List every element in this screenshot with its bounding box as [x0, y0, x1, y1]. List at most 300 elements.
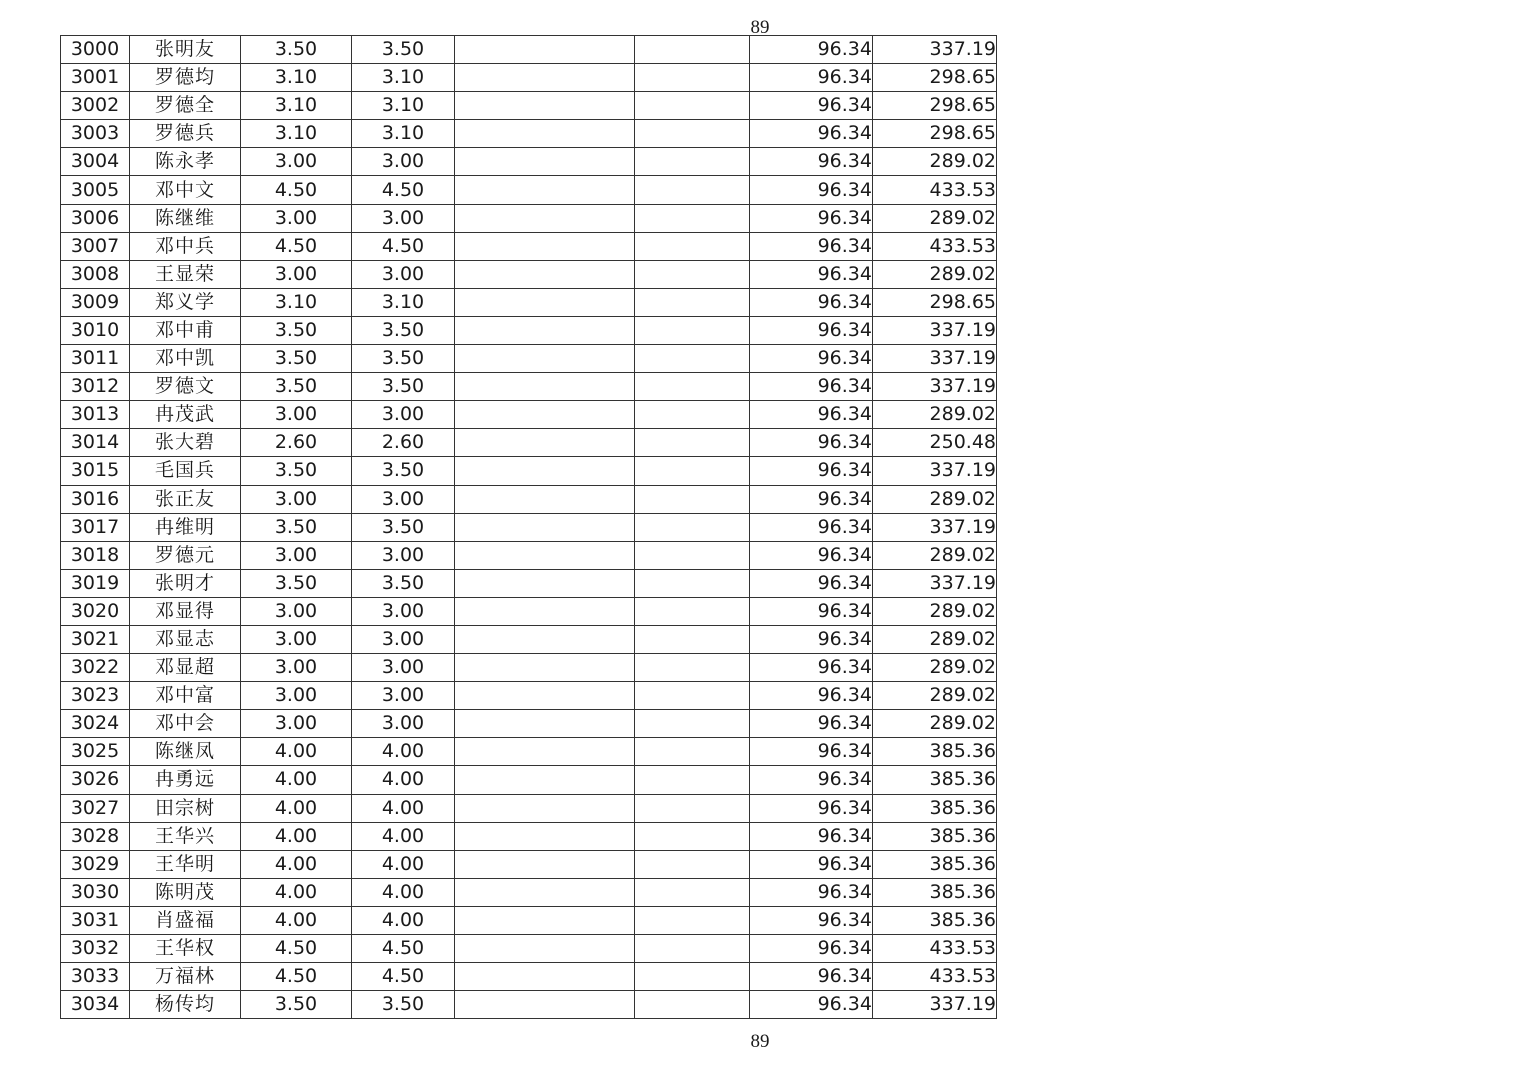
table-row: [61, 232, 997, 260]
area-cell: 4.00: [241, 906, 352, 934]
household-id-cell: 3010: [61, 316, 130, 344]
blank-cell: [635, 148, 750, 176]
rate-cell: 96.34: [750, 906, 873, 934]
area-cell: 4.00: [241, 850, 352, 878]
name-cell: 毛国兵: [130, 457, 241, 485]
blank-cell: [635, 429, 750, 457]
household-id-cell: 3028: [61, 822, 130, 850]
name-cell: 杨传均: [130, 991, 241, 1019]
amount-cell: 337.19: [873, 569, 997, 597]
area-cell: 4.00: [241, 738, 352, 766]
name-cell: 罗德元: [130, 541, 241, 569]
rate-cell: 96.34: [750, 513, 873, 541]
amount-cell: 385.36: [873, 850, 997, 878]
area-cell: 4.50: [241, 963, 352, 991]
blank-cell: [635, 738, 750, 766]
area-confirmed-cell: 4.00: [352, 766, 455, 794]
area-confirmed-cell: 3.50: [352, 513, 455, 541]
amount-cell: 433.53: [873, 963, 997, 991]
blank-cell: [455, 148, 635, 176]
rate-cell: 96.34: [750, 92, 873, 120]
amount-cell: 385.36: [873, 906, 997, 934]
area-confirmed-cell: 4.00: [352, 738, 455, 766]
name-cell: 邓中会: [130, 710, 241, 738]
blank-cell: [635, 485, 750, 513]
rate-cell: 96.34: [750, 541, 873, 569]
blank-cell: [635, 878, 750, 906]
rate-cell: 96.34: [750, 373, 873, 401]
name-cell: 罗德均: [130, 64, 241, 92]
rate-cell: 96.34: [750, 991, 873, 1019]
blank-cell: [635, 541, 750, 569]
table-row: [61, 654, 997, 682]
rate-cell: 96.34: [750, 963, 873, 991]
blank-cell: [455, 541, 635, 569]
name-cell: 王华明: [130, 850, 241, 878]
blank-cell: [455, 288, 635, 316]
household-id-cell: 3003: [61, 120, 130, 148]
name-cell: 罗德文: [130, 373, 241, 401]
area-confirmed-cell: 2.60: [352, 429, 455, 457]
table-row: [61, 64, 997, 92]
table-row: [61, 288, 997, 316]
blank-cell: [455, 850, 635, 878]
household-id-cell: 3019: [61, 569, 130, 597]
blank-cell: [455, 963, 635, 991]
area-cell: 3.10: [241, 288, 352, 316]
amount-cell: 337.19: [873, 991, 997, 1019]
household-id-cell: 3033: [61, 963, 130, 991]
household-id-cell: 3034: [61, 991, 130, 1019]
blank-cell: [455, 373, 635, 401]
household-id-cell: 3013: [61, 401, 130, 429]
area-confirmed-cell: 3.00: [352, 401, 455, 429]
household-id-cell: 3029: [61, 850, 130, 878]
amount-cell: 433.53: [873, 176, 997, 204]
blank-cell: [635, 513, 750, 541]
household-id-cell: 3016: [61, 485, 130, 513]
blank-cell: [635, 822, 750, 850]
area-cell: 3.00: [241, 401, 352, 429]
table-row: [61, 457, 997, 485]
area-cell: 4.00: [241, 878, 352, 906]
name-cell: 陈继凤: [130, 738, 241, 766]
blank-cell: [455, 935, 635, 963]
area-cell: 3.00: [241, 148, 352, 176]
amount-cell: 289.02: [873, 597, 997, 625]
name-cell: 邓中凯: [130, 345, 241, 373]
blank-cell: [635, 935, 750, 963]
blank-cell: [455, 738, 635, 766]
amount-cell: 289.02: [873, 710, 997, 738]
area-cell: 3.10: [241, 120, 352, 148]
area-cell: 3.00: [241, 625, 352, 653]
amount-cell: 337.19: [873, 36, 997, 64]
amount-cell: 298.65: [873, 92, 997, 120]
area-confirmed-cell: 3.00: [352, 710, 455, 738]
area-confirmed-cell: 3.00: [352, 597, 455, 625]
rate-cell: 96.34: [750, 401, 873, 429]
blank-cell: [635, 176, 750, 204]
blank-cell: [455, 822, 635, 850]
area-confirmed-cell: 4.50: [352, 935, 455, 963]
area-confirmed-cell: 3.10: [352, 92, 455, 120]
blank-cell: [455, 794, 635, 822]
area-confirmed-cell: 3.50: [352, 36, 455, 64]
household-id-cell: 3012: [61, 373, 130, 401]
name-cell: 张明才: [130, 569, 241, 597]
table-row: [61, 120, 997, 148]
rate-cell: 96.34: [750, 766, 873, 794]
name-cell: 万福林: [130, 963, 241, 991]
area-cell: 3.10: [241, 64, 352, 92]
household-id-cell: 3014: [61, 429, 130, 457]
table-row: [61, 822, 997, 850]
page-number-top: 89: [750, 17, 770, 38]
area-confirmed-cell: 3.50: [352, 345, 455, 373]
area-cell: 3.00: [241, 710, 352, 738]
name-cell: 张大碧: [130, 429, 241, 457]
area-cell: 3.50: [241, 569, 352, 597]
blank-cell: [635, 36, 750, 64]
table-row: [61, 738, 997, 766]
blank-cell: [455, 36, 635, 64]
household-id-cell: 3002: [61, 92, 130, 120]
area-cell: 3.50: [241, 513, 352, 541]
rate-cell: 96.34: [750, 204, 873, 232]
area-cell: 4.00: [241, 822, 352, 850]
name-cell: 冉勇远: [130, 766, 241, 794]
table-row: [61, 597, 997, 625]
area-cell: 3.00: [241, 654, 352, 682]
blank-cell: [455, 345, 635, 373]
area-cell: 3.00: [241, 260, 352, 288]
name-cell: 王华权: [130, 935, 241, 963]
blank-cell: [635, 120, 750, 148]
area-confirmed-cell: 3.00: [352, 625, 455, 653]
name-cell: 陈明茂: [130, 878, 241, 906]
name-cell: 邓中甫: [130, 316, 241, 344]
area-confirmed-cell: 3.10: [352, 288, 455, 316]
blank-cell: [455, 176, 635, 204]
blank-cell: [635, 316, 750, 344]
area-cell: 3.50: [241, 457, 352, 485]
area-cell: 2.60: [241, 429, 352, 457]
table-row: [61, 485, 997, 513]
rate-cell: 96.34: [750, 738, 873, 766]
table-row: [61, 373, 997, 401]
table-row: [61, 710, 997, 738]
amount-cell: 433.53: [873, 232, 997, 260]
area-cell: 3.00: [241, 485, 352, 513]
area-confirmed-cell: 3.50: [352, 373, 455, 401]
blank-cell: [455, 204, 635, 232]
area-confirmed-cell: 4.00: [352, 794, 455, 822]
household-id-cell: 3032: [61, 935, 130, 963]
blank-cell: [635, 597, 750, 625]
amount-cell: 385.36: [873, 794, 997, 822]
rate-cell: 96.34: [750, 288, 873, 316]
blank-cell: [455, 766, 635, 794]
blank-cell: [455, 654, 635, 682]
rate-cell: 96.34: [750, 935, 873, 963]
rate-cell: 96.34: [750, 232, 873, 260]
table-row: [61, 850, 997, 878]
rate-cell: 96.34: [750, 569, 873, 597]
blank-cell: [455, 991, 635, 1019]
household-id-cell: 3005: [61, 176, 130, 204]
blank-cell: [455, 682, 635, 710]
rate-cell: 96.34: [750, 597, 873, 625]
rate-cell: 96.34: [750, 682, 873, 710]
amount-cell: 250.48: [873, 429, 997, 457]
name-cell: 邓显得: [130, 597, 241, 625]
area-confirmed-cell: 3.00: [352, 541, 455, 569]
amount-cell: 433.53: [873, 935, 997, 963]
blank-cell: [455, 232, 635, 260]
area-confirmed-cell: 4.00: [352, 878, 455, 906]
blank-cell: [635, 204, 750, 232]
page-number-bottom: 89: [750, 1031, 770, 1052]
blank-cell: [635, 906, 750, 934]
table-row: [61, 176, 997, 204]
amount-cell: 337.19: [873, 373, 997, 401]
amount-cell: 385.36: [873, 822, 997, 850]
household-id-cell: 3009: [61, 288, 130, 316]
amount-cell: 298.65: [873, 64, 997, 92]
table-row: [61, 513, 997, 541]
amount-cell: 289.02: [873, 682, 997, 710]
blank-cell: [455, 625, 635, 653]
area-cell: 3.50: [241, 373, 352, 401]
blank-cell: [635, 794, 750, 822]
table-row: [61, 935, 997, 963]
area-cell: 3.00: [241, 682, 352, 710]
amount-cell: 337.19: [873, 513, 997, 541]
table-row: [61, 541, 997, 569]
amount-cell: 298.65: [873, 120, 997, 148]
rate-cell: 96.34: [750, 625, 873, 653]
name-cell: 郑义学: [130, 288, 241, 316]
amount-cell: 289.02: [873, 485, 997, 513]
area-confirmed-cell: 3.00: [352, 260, 455, 288]
blank-cell: [455, 906, 635, 934]
rate-cell: 96.34: [750, 148, 873, 176]
area-confirmed-cell: 3.00: [352, 204, 455, 232]
amount-cell: 289.02: [873, 148, 997, 176]
area-cell: 3.50: [241, 316, 352, 344]
amount-cell: 289.02: [873, 654, 997, 682]
area-confirmed-cell: 3.50: [352, 316, 455, 344]
rate-cell: 96.34: [750, 822, 873, 850]
household-id-cell: 3024: [61, 710, 130, 738]
household-id-cell: 3021: [61, 625, 130, 653]
area-confirmed-cell: 4.50: [352, 232, 455, 260]
area-cell: 4.00: [241, 794, 352, 822]
table-row: [61, 906, 997, 934]
blank-cell: [455, 120, 635, 148]
name-cell: 田宗树: [130, 794, 241, 822]
blank-cell: [635, 850, 750, 878]
table-row: [61, 345, 997, 373]
area-confirmed-cell: 3.00: [352, 148, 455, 176]
blank-cell: [635, 401, 750, 429]
blank-cell: [635, 569, 750, 597]
amount-cell: 289.02: [873, 204, 997, 232]
area-confirmed-cell: 3.00: [352, 485, 455, 513]
amount-cell: 289.02: [873, 625, 997, 653]
amount-cell: 289.02: [873, 260, 997, 288]
table-row: [61, 625, 997, 653]
household-id-cell: 3023: [61, 682, 130, 710]
blank-cell: [455, 710, 635, 738]
rate-cell: 96.34: [750, 176, 873, 204]
table-row: [61, 429, 997, 457]
ledger-body: [61, 36, 997, 1019]
household-id-cell: 3031: [61, 906, 130, 934]
rate-cell: 96.34: [750, 710, 873, 738]
area-confirmed-cell: 4.50: [352, 963, 455, 991]
blank-cell: [635, 92, 750, 120]
rate-cell: 96.34: [750, 485, 873, 513]
area-confirmed-cell: 3.10: [352, 64, 455, 92]
blank-cell: [635, 991, 750, 1019]
name-cell: 邓显志: [130, 625, 241, 653]
area-cell: 3.00: [241, 541, 352, 569]
name-cell: 陈永孝: [130, 148, 241, 176]
blank-cell: [455, 429, 635, 457]
household-id-cell: 3022: [61, 654, 130, 682]
table-row: [61, 569, 997, 597]
table-row: [61, 316, 997, 344]
household-id-cell: 3026: [61, 766, 130, 794]
amount-cell: 385.36: [873, 738, 997, 766]
blank-cell: [635, 373, 750, 401]
area-cell: 3.50: [241, 345, 352, 373]
blank-cell: [635, 232, 750, 260]
rate-cell: 96.34: [750, 878, 873, 906]
name-cell: 冉茂武: [130, 401, 241, 429]
name-cell: 肖盛福: [130, 906, 241, 934]
rate-cell: 96.34: [750, 429, 873, 457]
table-row: [61, 204, 997, 232]
household-id-cell: 3006: [61, 204, 130, 232]
table-row: [61, 682, 997, 710]
area-cell: 4.00: [241, 766, 352, 794]
table-row: [61, 963, 997, 991]
rate-cell: 96.34: [750, 64, 873, 92]
area-confirmed-cell: 3.10: [352, 120, 455, 148]
household-id-cell: 3007: [61, 232, 130, 260]
rate-cell: 96.34: [750, 36, 873, 64]
blank-cell: [455, 457, 635, 485]
blank-cell: [455, 597, 635, 625]
area-confirmed-cell: 3.00: [352, 682, 455, 710]
blank-cell: [635, 345, 750, 373]
table-row: [61, 92, 997, 120]
household-id-cell: 3018: [61, 541, 130, 569]
table-row: [61, 148, 997, 176]
name-cell: 冉维明: [130, 513, 241, 541]
rate-cell: 96.34: [750, 457, 873, 485]
blank-cell: [455, 878, 635, 906]
name-cell: 罗德全: [130, 92, 241, 120]
name-cell: 邓中兵: [130, 232, 241, 260]
name-cell: 张正友: [130, 485, 241, 513]
blank-cell: [455, 64, 635, 92]
household-id-cell: 3020: [61, 597, 130, 625]
area-confirmed-cell: 4.00: [352, 822, 455, 850]
blank-cell: [455, 485, 635, 513]
rate-cell: 96.34: [750, 120, 873, 148]
blank-cell: [455, 260, 635, 288]
area-confirmed-cell: 3.00: [352, 654, 455, 682]
blank-cell: [455, 401, 635, 429]
area-cell: 3.50: [241, 991, 352, 1019]
blank-cell: [635, 963, 750, 991]
household-id-cell: 3008: [61, 260, 130, 288]
household-id-cell: 3025: [61, 738, 130, 766]
area-confirmed-cell: 4.00: [352, 850, 455, 878]
area-cell: 4.50: [241, 232, 352, 260]
table-row: [61, 794, 997, 822]
rate-cell: 96.34: [750, 316, 873, 344]
area-cell: 3.50: [241, 36, 352, 64]
blank-cell: [635, 64, 750, 92]
rate-cell: 96.34: [750, 345, 873, 373]
name-cell: 罗德兵: [130, 120, 241, 148]
area-cell: 3.00: [241, 204, 352, 232]
household-id-cell: 3027: [61, 794, 130, 822]
area-cell: 4.50: [241, 176, 352, 204]
blank-cell: [635, 766, 750, 794]
blank-cell: [635, 288, 750, 316]
area-confirmed-cell: 3.50: [352, 991, 455, 1019]
amount-cell: 385.36: [873, 766, 997, 794]
blank-cell: [635, 654, 750, 682]
rate-cell: 96.34: [750, 260, 873, 288]
rate-cell: 96.34: [750, 850, 873, 878]
blank-cell: [455, 92, 635, 120]
rate-cell: 96.34: [750, 794, 873, 822]
blank-cell: [635, 710, 750, 738]
table-row: [61, 260, 997, 288]
blank-cell: [635, 625, 750, 653]
name-cell: 邓显超: [130, 654, 241, 682]
name-cell: 邓中富: [130, 682, 241, 710]
blank-cell: [635, 682, 750, 710]
area-confirmed-cell: 3.50: [352, 457, 455, 485]
household-id-cell: 3000: [61, 36, 130, 64]
amount-cell: 337.19: [873, 316, 997, 344]
area-cell: 3.10: [241, 92, 352, 120]
household-id-cell: 3015: [61, 457, 130, 485]
household-id-cell: 3004: [61, 148, 130, 176]
amount-cell: 289.02: [873, 401, 997, 429]
amount-cell: 385.36: [873, 878, 997, 906]
household-id-cell: 3011: [61, 345, 130, 373]
area-cell: 4.50: [241, 935, 352, 963]
area-confirmed-cell: 4.00: [352, 906, 455, 934]
table-row: [61, 36, 997, 64]
area-confirmed-cell: 3.50: [352, 569, 455, 597]
amount-cell: 337.19: [873, 345, 997, 373]
blank-cell: [635, 457, 750, 485]
table-row: [61, 991, 997, 1019]
blank-cell: [455, 513, 635, 541]
amount-cell: 337.19: [873, 457, 997, 485]
amount-cell: 298.65: [873, 288, 997, 316]
